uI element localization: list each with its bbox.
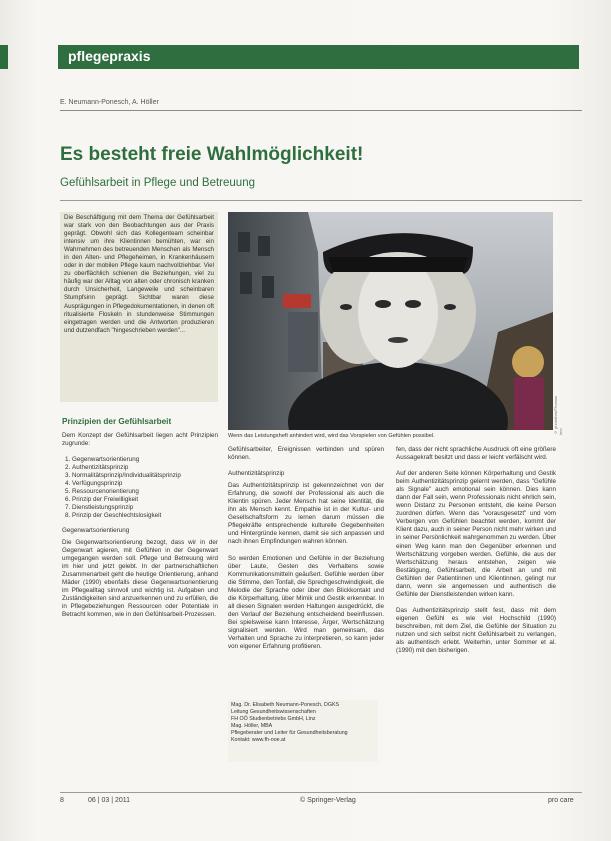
info-line: Kontakt: www.fh-ooe.at bbox=[231, 737, 286, 743]
column-3 bbox=[396, 446, 556, 663]
list-item: 1. Gegenwartsorientierung bbox=[72, 456, 218, 464]
info-line: Pflegeberater und Leiter für Gesundheitsberatung bbox=[231, 730, 348, 736]
abstract-box: Die Beschäftigung mit dem Thema der Gefühlsarbeit war stark von den Beobachtungen aus der Praxis geprägt. Obwohl sich das Kollegenteam scheinbar intensiv um ihre Klientinnen bemühten, war ein Wahrnehmen des betreuenden Menschen als Mensch in den Alten- und Pflegeheimen, in Krankenhäusern oder in der mobilen Pflege kaum nachvollziehbar. Viel zu oberflächlich schienen die Beziehungen, viel zu häufig war der Alltag von alten oder chronisch kranken durch Unsicherheit, Langeweile und scheinbaren Stumpfsinn geprägt. Sichtbar waren diese Ausprägungen in Pflegedokumentationen, in denen oft ritualisierte Floskeln in stundenweise Stimmungen eingetragen werden und die Antworten produzieren und dutzendfach "hingeschrieben werden"... bbox=[60, 212, 218, 402]
section-header bbox=[58, 45, 579, 69]
authors: E. Neumann-Ponesch, A. Höller bbox=[60, 99, 159, 106]
paragraph: Auf der anderen Seite können Körperhaltung und Gestik beim Authentizitätsprinzip gelernt werden, dass "Gefühle als Signale" auch emotional sein können. Dies kann dann der Fall sein, wenn Professionals nicht ehrlich sein, wenn Distanz zu Personen entsteht, die keine Person zuordnen dürfen. Wenn das "vorausgesetzt" und vom Verbergen von Gefühlen beachtet werden, kommt der Klient dazu, auch in seiner Person nicht mehr wirken und in seiner Persönlichkeit wahrgenommen zu werden. Über einen Weg kann man den Gegenüber erkennen und Wertschätzung vorgeben werden. Gefühle, die aus der Wertschätzung heraus entstehen, zeigen wie Bestätigung, Gefühlsarbeit, die Arbeit an und mit Gefühlen der Patientinnen und Klientinnen, gelingt nur dann, wenn sie angemessen und authentisch die Gefühle der Dienstleistenden wirken kann. bbox=[396, 470, 556, 598]
issue-info: 06 | 03 | 2011 bbox=[88, 797, 131, 804]
column-2 bbox=[228, 446, 384, 659]
article-title: Es besteht freie Wahlmöglichkeit! bbox=[60, 144, 364, 165]
list-item: 6. Prinzip der Freiwilligkeit bbox=[72, 496, 218, 504]
section-label: pflegepraxis bbox=[68, 48, 151, 64]
paragraph: Die Gegenwartsorientierung bezogt, dass wir in der Gegenwart agieren, mit Gefühlen in der Gegenwart umgegangen werden soll. Pflege und Betreuung wird im hier und jetzt gelebt. In der partnerschaftlichen Zusammenarbeit geht die heutige Orientierung, anhand Mäder (1990) ebenfalls diese Gegenwartsorientierung im Pflegealltag sinnvoll und wichtig ist. Aufgaben und Zuständigkeiten sind anzuerkennen und zu erfüllen, die in Pflegebeziehungen Ressourcen oder Potentiale in Betracht kommen, wie in den Gefühlsarbeit-Prozessen. bbox=[62, 538, 218, 618]
info-line: Leitung Gesundheitswissenschaften bbox=[231, 709, 316, 715]
list-item: 8. Prinzip der Geschlechtslosigkeit bbox=[72, 512, 218, 520]
paragraph: Dem Konzept der Gefühlsarbeit liegen acht Prinzipien zugrunde: bbox=[62, 432, 218, 448]
list-item: 4. Verfügungsprinzip bbox=[72, 480, 218, 488]
principles-list bbox=[62, 456, 218, 520]
list-item: 5. Ressourcenorientierung bbox=[72, 488, 218, 496]
publisher: © Springer-Verlag bbox=[300, 797, 356, 804]
journal-name: pro care bbox=[548, 797, 574, 804]
footer-divider bbox=[60, 792, 582, 793]
photo-caption: Wenn das Leistungsheft anhindert wird, wird das Vorspielen von Gefühlen possibel. bbox=[228, 433, 435, 439]
list-item: 2. Authentizitätsprinzip bbox=[72, 464, 218, 472]
section-marker bbox=[0, 45, 8, 69]
column-1 bbox=[62, 418, 218, 627]
list-item: 3. Normalitätsprinzip/Individualitätsprinzip bbox=[72, 472, 218, 480]
section-heading: Prinzipien der Gefühlsarbeit bbox=[62, 417, 172, 426]
paragraph: Das Authentizitätsprinzip stellt fest, dass mit dem eigenen Gefühl es wie viel Hochschild (1990) beschreiben, mit dem Ziel, die Gefühle der Situation zu nutzen und sich selbst nicht Gefühlsarbeit zu verlangen, als authentisch erlebt. Weiterhin, unter Sommer et al. (1990) mit den bisherigen. bbox=[396, 606, 556, 655]
paragraph: Das Authentizitätsprinzip ist gekennzeichnet von der Erfahrung, die sowohl der Professional als auch die Klientin spüren. Jeder Mensch hat seine Identität, die ihn als Mensch kennt. Empathie ist in der Kultur- und Gesellschaftsform zu lernen darum müssen die Pflegekräfte entsprechende kulturelle Gegebenheiten und Hintergründe kennen, damit sie sich anpassen und nach ihnen Empfindungen wahren können. bbox=[228, 482, 384, 546]
list-item: 7. Dienstleistungsprinzip bbox=[72, 504, 218, 512]
divider bbox=[60, 110, 582, 111]
article-subtitle: Gefühlsarbeit in Pflege und Betreuung bbox=[60, 177, 255, 189]
paragraph: Gefühlsarbeiter, Ereignissen verbinden und spüren können. bbox=[228, 446, 384, 462]
subheading: Gegenwartsorientierung bbox=[62, 526, 130, 534]
info-line: Mag. Dr. Elisabeth Neumann-Ponesch, DGKS bbox=[231, 702, 340, 708]
info-line: Mag. Höller, MBA bbox=[231, 723, 273, 729]
masked-person-photo bbox=[228, 212, 553, 430]
article-photo bbox=[228, 212, 553, 430]
subheading: Authentizitätsprinzip bbox=[228, 470, 285, 478]
info-line: FH OÖ Studienbetriebs GmbH, Linz bbox=[231, 716, 316, 722]
paragraph: fen, dass der nicht sprachliche Ausdruck oft eine größere Aussagekraft besitzt und dass er leicht verfälscht wird. bbox=[396, 446, 556, 462]
author-info-box bbox=[228, 700, 378, 762]
photo-credit: © photothek/Thomas Imo bbox=[553, 395, 563, 435]
paragraph: So werden Emotionen und Gefühle in der Beziehung über Laute, Gesten des Verhaltens sowie Kommunikationsmitteln geäußert. Gefühle werden über die Stimme, den Tonfall, die Sprechgeschwindigkeit, die Melodie der Sprache oder über den Blickkontakt und die Körperhaltung, über Mimik und Gestik erkennbar. In all diesen Signalen werden Haltungen ausgedrückt, die den Verlauf der Beziehung entscheidend beeinflussen. Bei spielsweise kann Interesse, Ärger, Wertschätzung signalisiert werden. Wird man gemeinsam, das Verhalten und Sprache zu interpretieren, so kann jeder von eigener Erfahrung profitieren. bbox=[228, 554, 384, 651]
page-number: 8 bbox=[60, 797, 64, 804]
divider bbox=[60, 200, 582, 201]
